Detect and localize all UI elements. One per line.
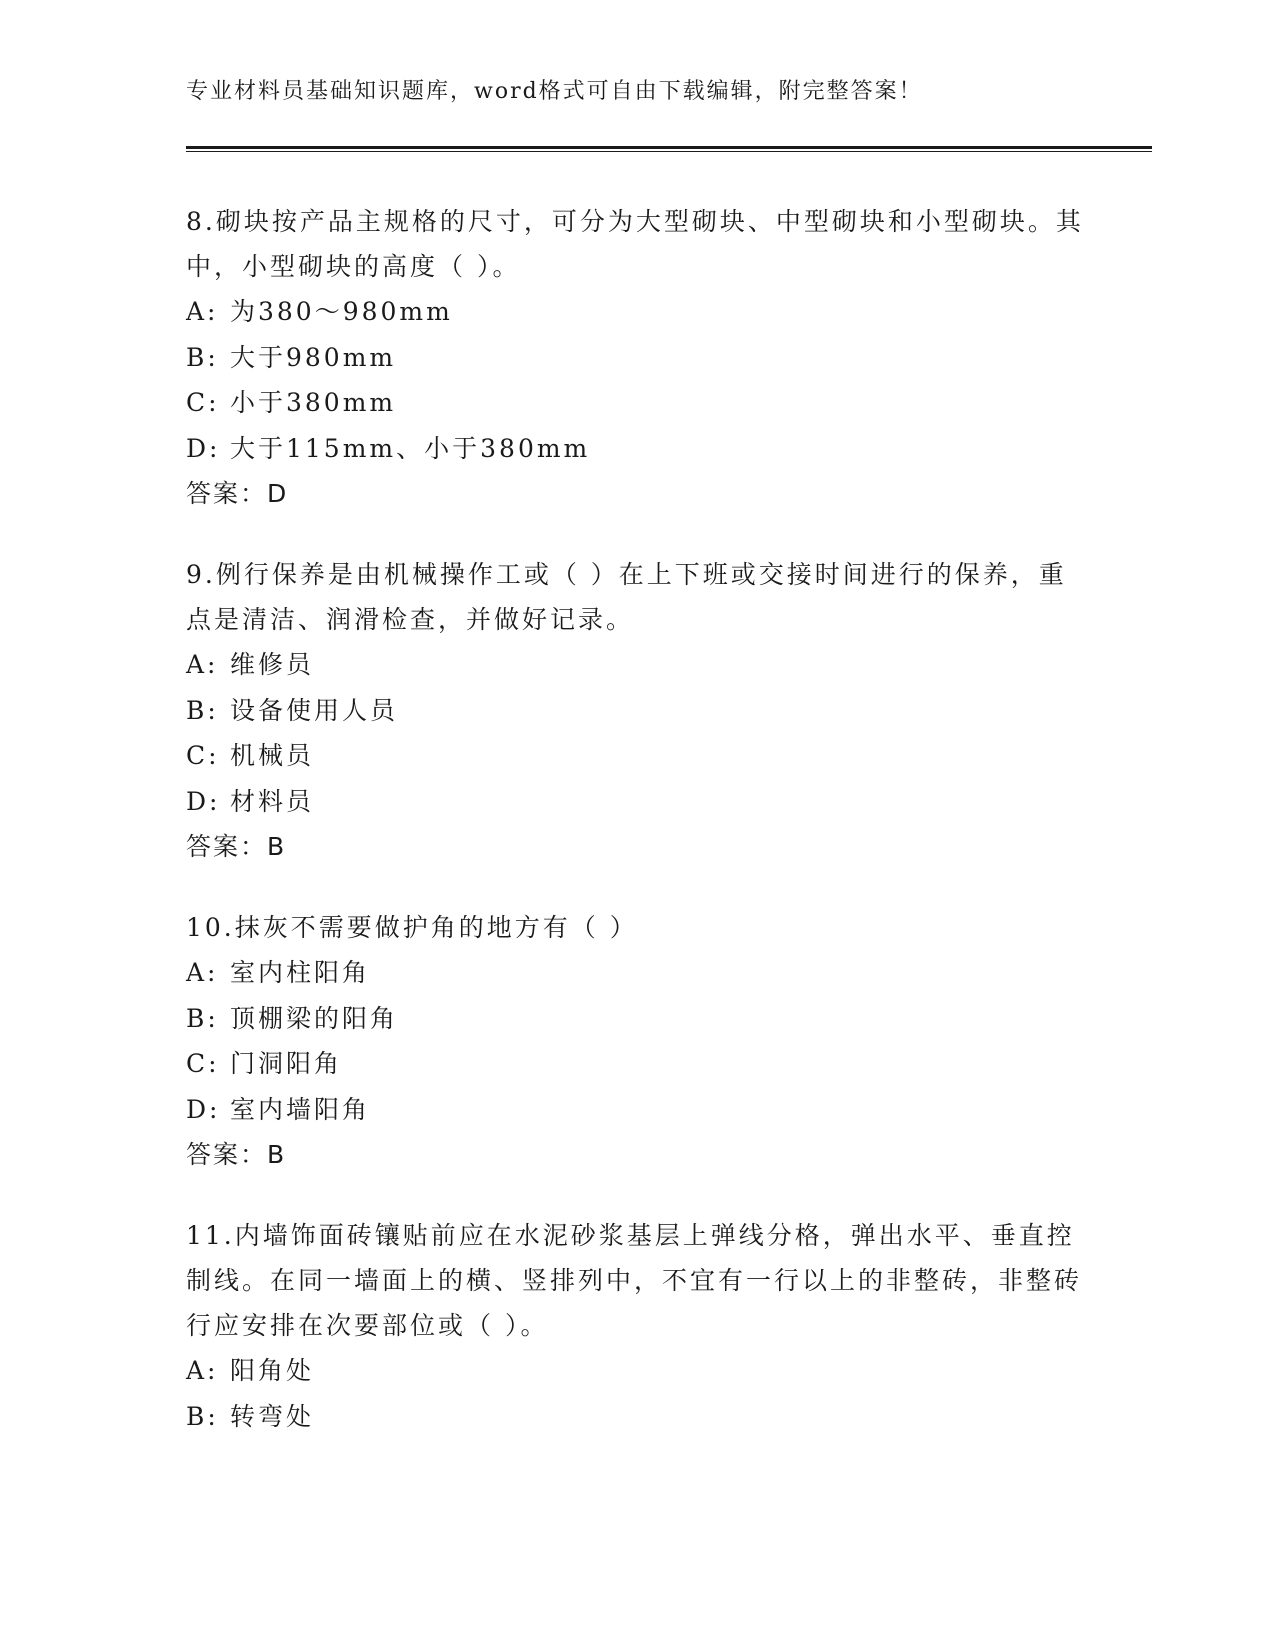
option-text: 材料员 — [230, 786, 315, 816]
option-text: 小于380mm — [230, 388, 397, 417]
option-text: 室内墙阳角 — [230, 1094, 371, 1124]
option-b — [186, 688, 1086, 734]
option-a — [186, 950, 1086, 996]
answer-line: 答案：D — [186, 479, 289, 508]
option-text: 室内柱阳角 — [230, 958, 371, 987]
option-b — [186, 335, 1086, 381]
option-letter: B: — [186, 695, 219, 725]
option-letter: B: — [186, 1401, 219, 1431]
option-d — [186, 1087, 1086, 1133]
option-a — [186, 1348, 1086, 1394]
question-text: 8.砌块按产品主规格的尺寸，可分为大型砌块、中型砌块和小型砌块。其中，小型砌块的高度（ ）。 — [186, 207, 1084, 281]
option-letter: A: — [186, 958, 219, 987]
question-8 — [186, 199, 1086, 516]
option-c — [186, 733, 1086, 779]
option-text: 大于115mm、小于380mm — [230, 433, 591, 463]
option-d — [186, 779, 1086, 825]
option-a — [186, 642, 1086, 688]
option-letter: D: — [186, 433, 221, 463]
option-a — [186, 289, 1086, 335]
option-text: 转弯处 — [230, 1401, 315, 1431]
option-letter: C: — [186, 388, 220, 417]
option-text: 门洞阳角 — [230, 1049, 343, 1078]
option-letter: A: — [186, 297, 219, 326]
question-10 — [186, 905, 1086, 1177]
option-letter: A: — [186, 1356, 219, 1385]
option-b — [186, 996, 1086, 1042]
answer-line: 答案：B — [186, 832, 287, 861]
question-list — [186, 199, 1086, 1475]
question-text: 11.内墙饰面砖镶贴前应在水泥砂浆基层上弹线分格，弹出水平、垂直控制线。在同一墙面上的横、竖排列中，不宜有一行以上的非整砖，非整砖行应安排在次要部位或（ ）。 — [186, 1221, 1083, 1340]
header-divider — [186, 146, 1152, 152]
option-letter: A: — [186, 650, 219, 679]
option-letter: D: — [186, 786, 221, 816]
option-letter: C: — [186, 1049, 220, 1078]
question-9 — [186, 552, 1086, 869]
answer-line: 答案：B — [186, 1140, 287, 1169]
option-text: 顶棚梁的阳角 — [230, 1003, 399, 1033]
option-text: 为380～980mm — [230, 297, 453, 326]
question-11 — [186, 1213, 1086, 1439]
option-c — [186, 1041, 1086, 1087]
option-letter: B: — [186, 342, 219, 372]
option-text: 大于980mm — [230, 342, 397, 372]
option-text: 设备使用人员 — [230, 695, 399, 725]
option-d — [186, 426, 1086, 472]
question-text: 10.抹灰不需要做护角的地方有（ ） — [186, 913, 638, 942]
option-text: 机械员 — [230, 741, 315, 770]
question-text: 9.例行保养是由机械操作工或（ ）在上下班或交接时间进行的保养，重点是清洁、润滑检查，并做好记录。 — [186, 560, 1067, 634]
option-c — [186, 380, 1086, 426]
option-letter: D: — [186, 1094, 221, 1124]
option-text: 阳角处 — [230, 1356, 315, 1385]
document-header: 专业材料员基础知识题库，word格式可自由下载编辑，附完整答案！ — [186, 79, 923, 104]
option-b — [186, 1394, 1086, 1440]
option-letter: B: — [186, 1003, 219, 1033]
option-letter: C: — [186, 741, 220, 770]
option-text: 维修员 — [230, 650, 315, 679]
